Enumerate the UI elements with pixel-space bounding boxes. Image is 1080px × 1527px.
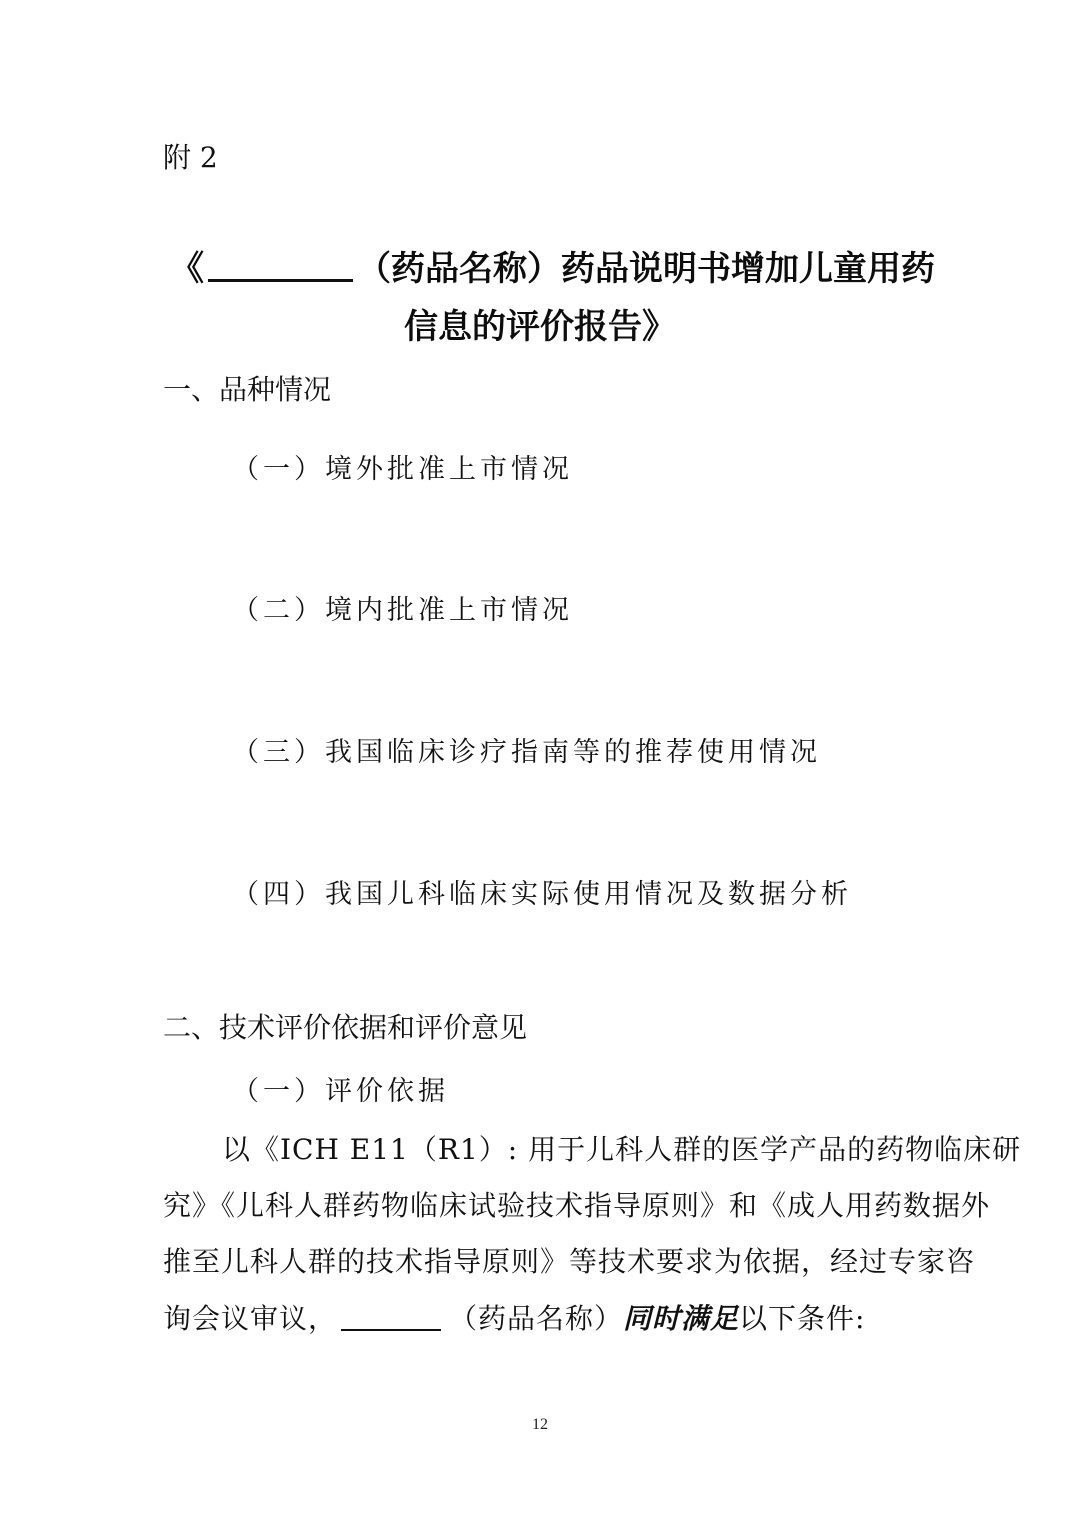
drug-name-blank (208, 249, 353, 282)
drug-name-blank-inline (341, 1301, 441, 1331)
section-1-heading: 一、品种情况 (163, 373, 332, 406)
section-2-subheading-1: （一）评价依据 (232, 1076, 449, 1107)
page-number: 12 (532, 1416, 548, 1433)
section-1-item-3: （三）我国临床诊疗指南等的推荐使用情况 (232, 737, 821, 768)
section-1-item-1: （一）境外批准上市情况 (232, 454, 573, 485)
title-line-1-text: （药品名称）药品说明书增加儿童用药 (357, 249, 935, 289)
section-1-item-4: （四）我国儿科临床实际使用情况及数据分析 (232, 879, 852, 910)
line-4-suffix: 以下条件: (739, 1302, 866, 1335)
line-4-drug-name-label: （药品名称） (449, 1302, 624, 1335)
attachment-label: 附 2 (163, 141, 218, 174)
line-4-prefix: 询会议审议， (163, 1302, 338, 1335)
title-open-bracket: 《 (170, 249, 204, 289)
body-paragraph-line-4 (163, 1299, 978, 1339)
emphasis-text: 同时满足 (623, 1302, 740, 1335)
report-title-line-1 (170, 242, 935, 296)
body-paragraph-line-2: 究》《儿科人群药物临床试验技术指导原则》和《成人用药数据外 (163, 1189, 991, 1222)
report-title-line-2: 信息的评价报告》 (404, 307, 676, 347)
section-2-heading: 二、技术评价依据和评价意见 (163, 1011, 528, 1044)
section-1-item-2: （二）境内批准上市情况 (232, 595, 573, 626)
body-paragraph-line-3: 推至儿科人群的技术指导原则》等技术要求为依据，经过专家咨 (163, 1245, 976, 1278)
body-paragraph-line-1: 以《ICH E11（R1）: 用于儿科人群的医学产品的药物临床研 (222, 1133, 1022, 1166)
